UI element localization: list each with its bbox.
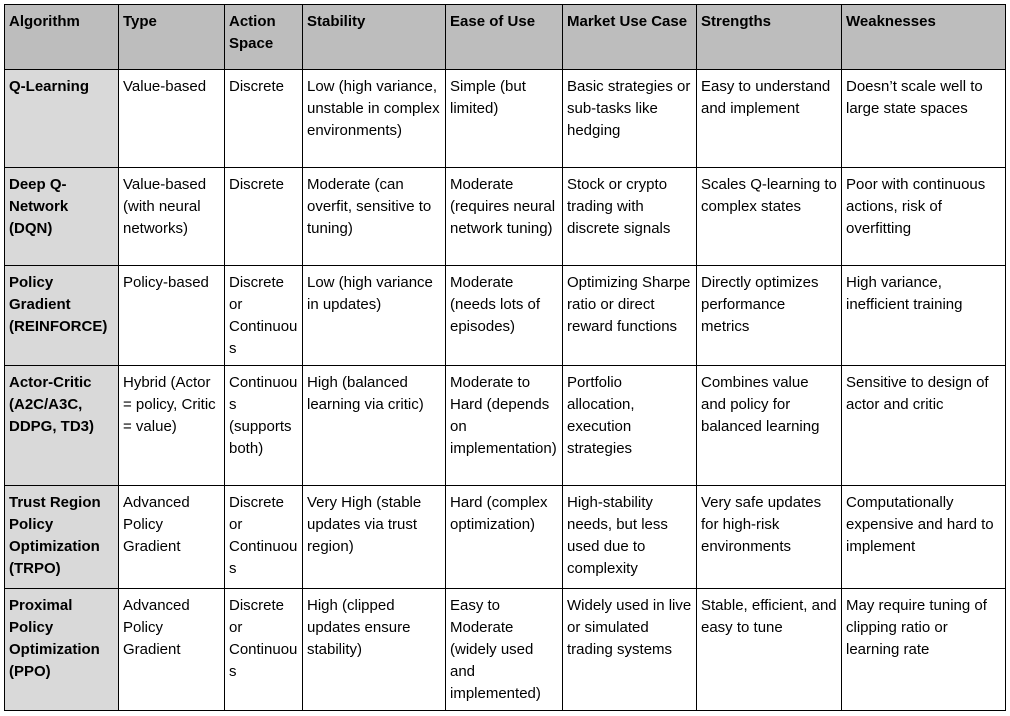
cell-algorithm: Actor-Critic (A2C/A3C, DDPG, TD3) xyxy=(5,366,119,486)
cell-action-space: Discrete or Continuous xyxy=(225,266,303,366)
table-row xyxy=(5,168,1006,266)
header-algorithm: Algorithm xyxy=(5,5,119,70)
rl-algorithm-comparison-table xyxy=(4,4,1006,711)
cell-ease-of-use: Simple (but limited) xyxy=(446,70,563,168)
cell-weaknesses: Poor with continuous actions, risk of overfitting xyxy=(842,168,1006,266)
cell-type: Policy-based xyxy=(119,266,225,366)
cell-ease-of-use: Hard (complex optimization) xyxy=(446,486,563,589)
header-type: Type xyxy=(119,5,225,70)
cell-ease-of-use: Moderate to Hard (depends on implementation) xyxy=(446,366,563,486)
cell-weaknesses: High variance, inefficient training xyxy=(842,266,1006,366)
cell-market-use-case: Basic strategies or sub-tasks like hedging xyxy=(563,70,697,168)
cell-algorithm: Q-Learning xyxy=(5,70,119,168)
cell-type: Advanced Policy Gradient xyxy=(119,486,225,589)
cell-action-space: Continuous (supports both) xyxy=(225,366,303,486)
cell-market-use-case: Optimizing Sharpe ratio or direct reward functions xyxy=(563,266,697,366)
cell-stability: Moderate (can overfit, sensitive to tuning) xyxy=(303,168,446,266)
header-ease-of-use: Ease of Use xyxy=(446,5,563,70)
cell-weaknesses: Doesn’t scale well to large state spaces xyxy=(842,70,1006,168)
cell-ease-of-use: Easy to Moderate (widely used and implemented) xyxy=(446,589,563,711)
cell-stability: High (balanced learning via critic) xyxy=(303,366,446,486)
cell-market-use-case: Widely used in live or simulated trading systems xyxy=(563,589,697,711)
table-row xyxy=(5,589,1006,711)
cell-type: Hybrid (Actor = policy, Critic = value) xyxy=(119,366,225,486)
cell-market-use-case: Stock or crypto trading with discrete signals xyxy=(563,168,697,266)
cell-algorithm: Policy Gradient (REINFORCE) xyxy=(5,266,119,366)
cell-strengths: Scales Q-learning to complex states xyxy=(697,168,842,266)
cell-ease-of-use: Moderate (needs lots of episodes) xyxy=(446,266,563,366)
header-market-use-case: Market Use Case xyxy=(563,5,697,70)
cell-algorithm: Proximal Policy Optimization (PPO) xyxy=(5,589,119,711)
cell-strengths: Easy to understand and implement xyxy=(697,70,842,168)
cell-ease-of-use: Moderate (requires neural network tuning) xyxy=(446,168,563,266)
cell-type: Value-based (with neural networks) xyxy=(119,168,225,266)
cell-weaknesses: May require tuning of clipping ratio or learning rate xyxy=(842,589,1006,711)
header-stability: Stability xyxy=(303,5,446,70)
cell-algorithm: Deep Q-Network (DQN) xyxy=(5,168,119,266)
table-row xyxy=(5,70,1006,168)
cell-strengths: Stable, efficient, and easy to tune xyxy=(697,589,842,711)
cell-action-space: Discrete or Continuous xyxy=(225,486,303,589)
cell-type: Value-based xyxy=(119,70,225,168)
cell-stability: Very High (stable updates via trust region) xyxy=(303,486,446,589)
table-row xyxy=(5,266,1006,366)
cell-action-space: Discrete xyxy=(225,70,303,168)
header-weaknesses: Weaknesses xyxy=(842,5,1006,70)
cell-stability: Low (high variance, unstable in complex environments) xyxy=(303,70,446,168)
cell-action-space: Discrete or Continuous xyxy=(225,589,303,711)
cell-stability: High (clipped updates ensure stability) xyxy=(303,589,446,711)
table-header-row xyxy=(5,5,1006,70)
header-action-space: Action Space xyxy=(225,5,303,70)
cell-action-space: Discrete xyxy=(225,168,303,266)
table-row xyxy=(5,486,1006,589)
cell-weaknesses: Computationally expensive and hard to implement xyxy=(842,486,1006,589)
cell-strengths: Directly optimizes performance metrics xyxy=(697,266,842,366)
cell-strengths: Very safe updates for high-risk environments xyxy=(697,486,842,589)
cell-market-use-case: High-stability needs, but less used due to complexity xyxy=(563,486,697,589)
table-row xyxy=(5,366,1006,486)
header-strengths: Strengths xyxy=(697,5,842,70)
cell-type: Advanced Policy Gradient xyxy=(119,589,225,711)
cell-market-use-case: Portfolio allocation, execution strategies xyxy=(563,366,697,486)
cell-algorithm: Trust Region Policy Optimization (TRPO) xyxy=(5,486,119,589)
cell-weaknesses: Sensitive to design of actor and critic xyxy=(842,366,1006,486)
cell-strengths: Combines value and policy for balanced learning xyxy=(697,366,842,486)
cell-stability: Low (high variance in updates) xyxy=(303,266,446,366)
